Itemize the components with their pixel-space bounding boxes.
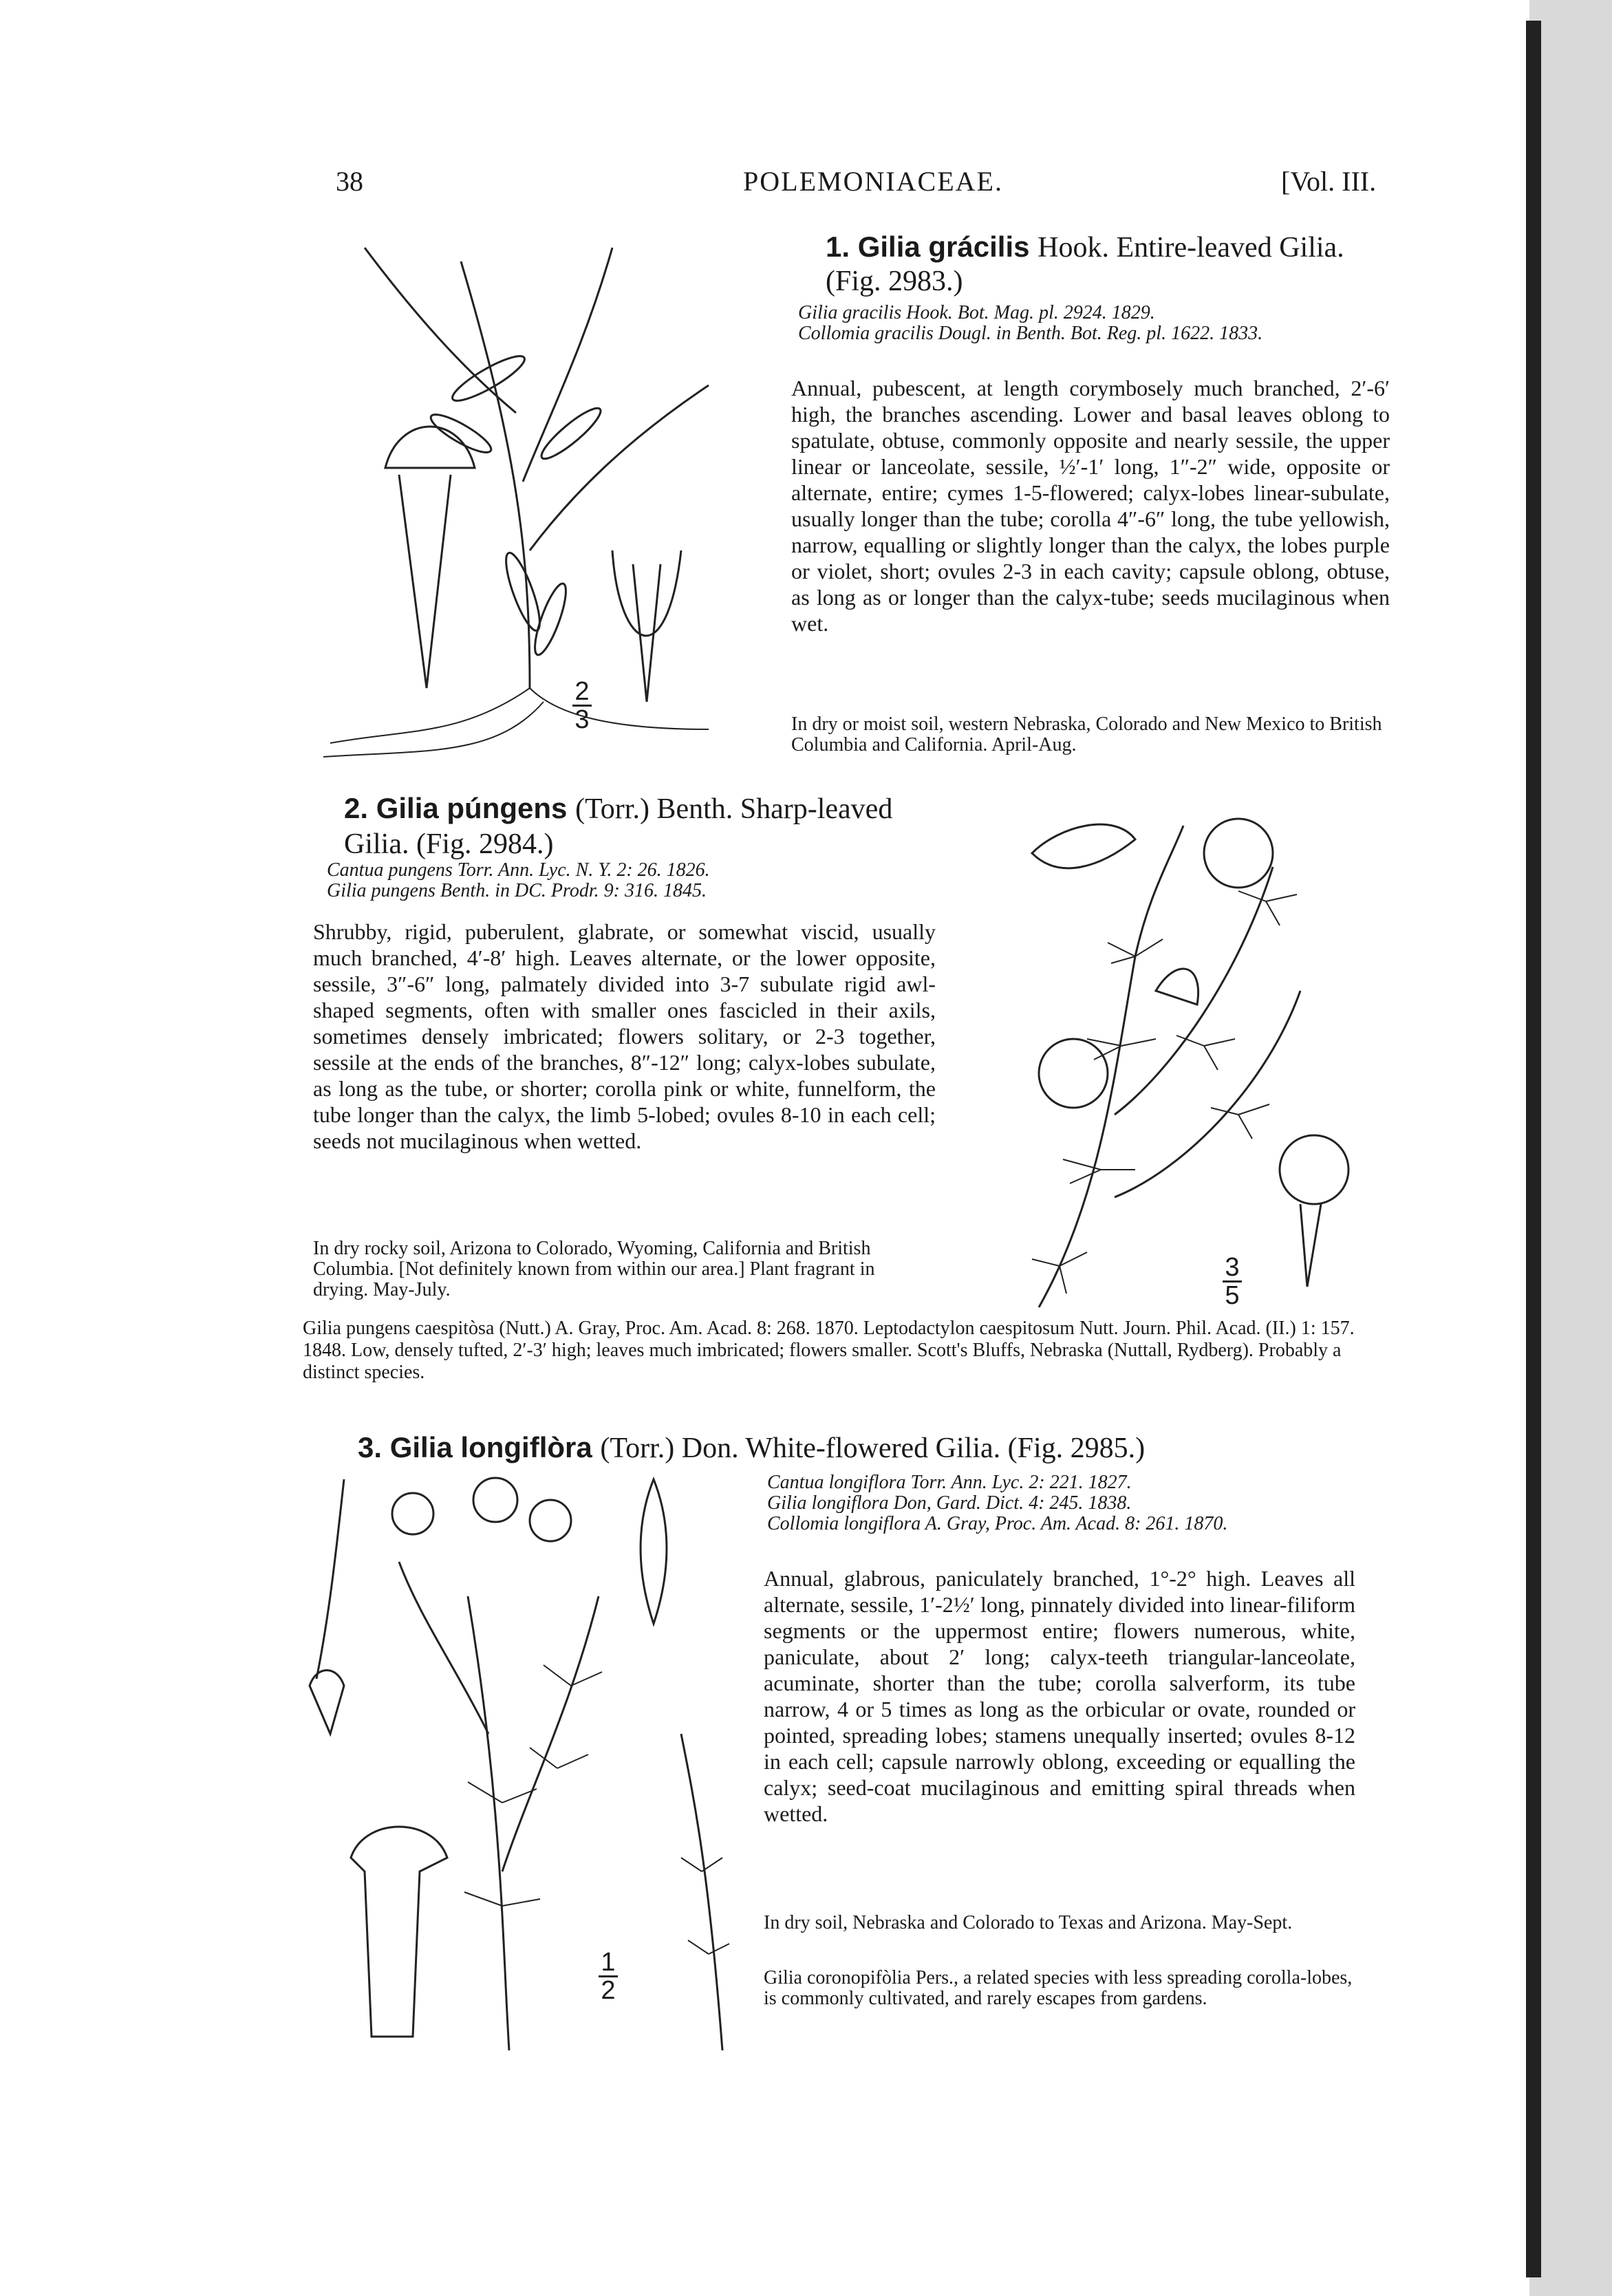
page-binding-edge [1526, 21, 1541, 2277]
species-3-habitat: In dry soil, Nebraska and Colorado to Texas and Arizona. May-Sept. [764, 1912, 1293, 1933]
running-title: POLEMONIACEAE. [743, 166, 1003, 197]
species-2-heading [344, 791, 936, 861]
variety-note: Gilia pungens caespitòsa (Nutt.) A. Gray, Proc. Am. Acad. 8: 268. 1870. Leptodactylon caespitosum Nutt. Journ. Phil. Acad. (II.) 1: 157. 1848. Low, densely tufted, 2′-3′ high; leaves much imbricated; flowers smaller. Scott's Bluffs, Nebraska (Nuttall, Rydberg). Probably a distinct species. [303, 1318, 1355, 1383]
citation: Collomia longiflora A. Gray, Proc. Am. Acad. 8: 261. 1870. [767, 1513, 1228, 1534]
scale-numerator: 3 [1225, 1253, 1240, 1282]
figure-gilia-longiflora [296, 1459, 743, 2064]
figure-gilia-pungens [977, 784, 1390, 1328]
scale-denominator: 5 [1225, 1281, 1240, 1310]
page-number: 38 [336, 166, 363, 197]
species-3-note: Gilia coronopifòlia Pers., a related species with less spreading corolla-lobes, is commonly cultivated, and rarely escapes from gardens. [764, 1967, 1353, 2009]
scale-denominator: 3 [574, 705, 590, 734]
species-3-citations [767, 1472, 1386, 1534]
figure-gilia-gracilis [323, 206, 771, 777]
figure-scale-3 [599, 1948, 618, 2005]
scale-denominator: 2 [601, 1976, 616, 2005]
species-1-heading [826, 230, 1390, 298]
species-1-citations [798, 303, 1390, 344]
figure-scale-1 [572, 677, 592, 734]
citation: Collomia gracilis Dougl. in Benth. Bot. Reg. pl. 1622. 1833. [798, 323, 1263, 344]
species-1-heading-rest: Hook. Entire-leaved Gilia. (Fig. 2983.) [826, 232, 1344, 297]
scale-numerator: 1 [601, 1948, 616, 1977]
species-2-citations [327, 860, 918, 901]
citation: Cantua pungens Torr. Ann. Lyc. N. Y. 2: 26. 1826. [327, 859, 710, 881]
species-1-description: Annual, pubescent, at length corymbosely much branched, 2′-6′ high, the branches ascending. Lower and basal leaves oblong to spatulate, obtuse, commonly opposite and nearly sessile, the upper linear or lanceolate, sessile, ½′-1′ long, 1″-2″ wide, opposite or alternate, entire; cymes 1-5-flowered; calyx-lobes linear-subulate, usually longer than the tube; corolla 4″-6″ long, the tube yellowish, narrow, equalling or slightly longer than the calyx, the lobes purple or violet, short; ovules 2-3 in each cavity; capsule oblong, obtuse, as long as or longer than the calyx-tube; seeds mucilaginous when wet. [791, 376, 1390, 636]
citation: Gilia longiflora Don, Gard. Dict. 4: 245. 1838. [767, 1492, 1132, 1514]
citation: Gilia pungens Benth. in DC. Prodr. 9: 316. 1845. [327, 880, 707, 901]
scale-numerator: 2 [574, 677, 590, 706]
volume-label: [Vol. III. [1281, 166, 1377, 197]
species-2-heading-rest: (Torr.) Benth. Sharp-leaved Gilia. (Fig. 2984.) [344, 793, 893, 860]
citation: Gilia gracilis Hook. Bot. Mag. pl. 2924. 1829. [798, 302, 1155, 323]
species-1-habitat: In dry or moist soil, western Nebraska, Colorado and New Mexico to British Columbia and California. April-Aug. [791, 714, 1382, 755]
page-edge-shadow [1529, 0, 1612, 2296]
species-2-habitat: In dry rocky soil, Arizona to Colorado, Wyoming, California and British Columbia. [Not definitely known from within our area.] Plant fragrant in drying. May-July. [313, 1238, 875, 1300]
species-2-name: 2. Gilia púngens [344, 792, 568, 824]
citation: Cantua longiflora Torr. Ann. Lyc. 2: 221. 1827. [767, 1472, 1132, 1493]
species-3-description: Annual, glabrous, paniculately branched, 1°-2° high. Leaves all alternate, sessile, 1′-2½′ long, pinnately divided into linear-filiform segments or the uppermost entire; flowers numerous, white, paniculate, about 2′ long; calyx-teeth triangular-lanceolate, acuminate, shorter than the tube; corolla salverform, its tube narrow, 4 or 5 times as long as the orbicular or ovate, rounded or pointed, spreading lobes; stamens unequally inserted; ovules 8-12 in each cell; capsule narrowly oblong, exceeding or equalling the calyx; seed-coat mucilaginous and emitting spiral threads when wetted. [764, 1566, 1355, 1826]
species-3-name: 3. Gilia longiflòra [358, 1431, 592, 1463]
species-2-description: Shrubby, rigid, puberulent, glabrate, or somewhat viscid, usually much branched, 4′-8′ high. Leaves alternate, or the lower opposite, sessile, 3″-6″ long, palmately divided into 3-7 subulate rigid awl-shaped segments, often with smaller ones fascicled in their axils, sometimes densely imbricated; flowers solitary, or 2-3 together, sessile at the ends of the branches, 8″-12″ long; calyx-lobes subulate, as long as the tube, or shorter; corolla pink or white, funnelform, the tube longer than the calyx, the limb 5-lobed; ovules 8-10 in each cell; seeds not mucilaginous when wetted. [313, 919, 936, 1153]
species-1-name: 1. Gilia grácilis [826, 230, 1030, 263]
figure-scale-2 [1223, 1253, 1242, 1310]
species-3-heading-rest: (Torr.) Don. White-flowered Gilia. (Fig. 2985.) [600, 1433, 1146, 1464]
